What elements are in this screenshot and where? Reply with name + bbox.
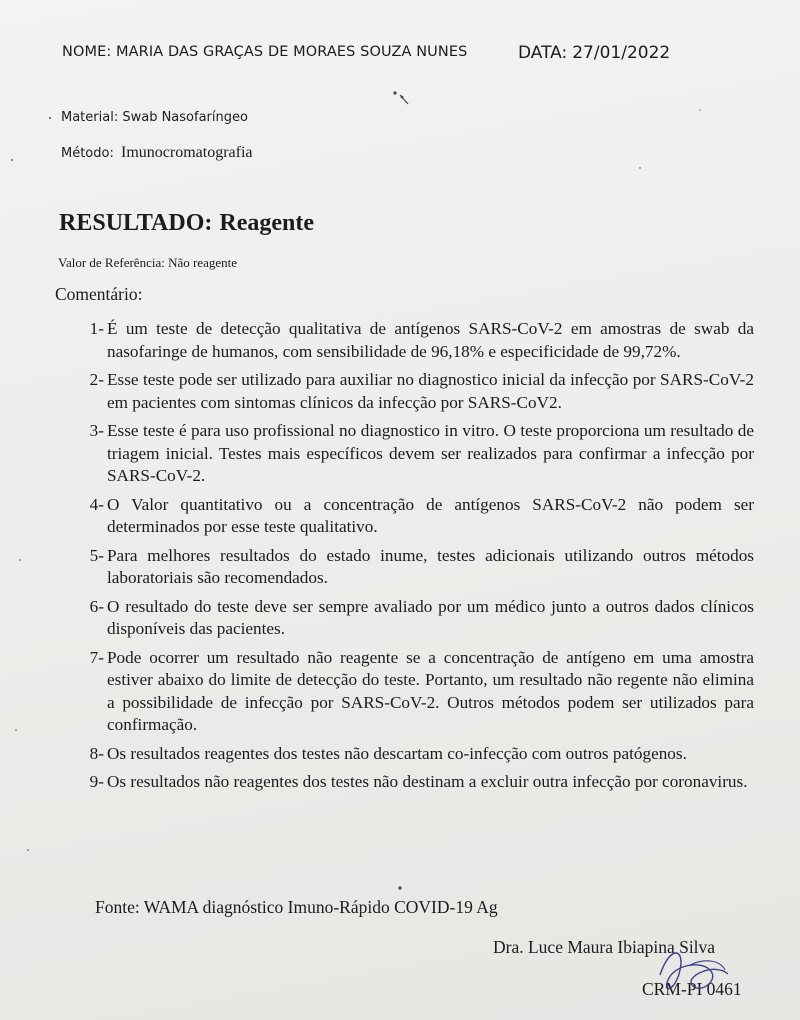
- comment-list: [64, 318, 754, 800]
- list-item: [64, 420, 754, 488]
- result-heading: [59, 210, 314, 237]
- item-number: 5-: [89, 545, 104, 565]
- item-text: Esse teste é para uso profissional no diagnostico in vitro. O teste proporciona um resultado de triagem inicial. Testes mais específicos devem ser realizados para confirmar a infecção por SARS-CoV-2.: [107, 421, 754, 485]
- material-value: Swab Nasofaríngeo: [122, 110, 248, 125]
- list-item: [64, 369, 754, 414]
- reference-value: Não reagente: [168, 255, 238, 270]
- item-text: O Valor quantitativo ou a concentração de antígenos SARS-CoV-2 não podem ser determinados por esse teste qualitativo.: [107, 494, 754, 536]
- date-value: 27/01/2022: [572, 43, 671, 63]
- list-item: [64, 545, 754, 590]
- date-label: DATA:: [518, 43, 568, 63]
- item-text: Para melhores resultados do estado inume, testes adicionais utilizando outros métodos laboratoriais são recomendados.: [107, 545, 754, 587]
- list-item: [64, 743, 754, 766]
- doctor-registration: CRM-PI 0461: [642, 979, 742, 999]
- list-item: [64, 647, 754, 737]
- patient-name: MARIA DAS GRAÇAS DE MORAES SOUZA NUNES: [116, 44, 468, 60]
- result-value: Reagente: [219, 210, 315, 236]
- item-text: Pode ocorrer um resultado não reagente se a concentração de antígeno em uma amostra estiver abaixo do limite de detecção do teste. Portanto, um resultado não regente não elimina a possibilidade de infecção por SARS-CoV-2. Outros métodos podem ser utilizados para confirmação.: [107, 647, 754, 734]
- list-item: [64, 771, 754, 794]
- material-line: [61, 110, 248, 125]
- material-label: Material:: [61, 110, 119, 125]
- item-text: Os resultados reagentes dos testes não descartam co-infecção com outros patógenos.: [107, 743, 687, 763]
- source-note: Fonte: WAMA diagnóstico Imuno-Rápido COVID-19 Ag: [95, 897, 498, 917]
- list-item: [64, 494, 754, 539]
- list-item: [64, 318, 754, 363]
- item-number: 7-: [89, 647, 104, 667]
- name-label: NOME:: [62, 44, 112, 60]
- item-number: 6-: [89, 596, 104, 616]
- item-text: O resultado do teste deve ser sempre avaliado por um médico junto a outros dados clínicos disponíveis das pacientes.: [107, 596, 754, 638]
- list-item: [64, 596, 754, 641]
- comment-heading: Comentário:: [55, 284, 143, 304]
- item-number: 3-: [89, 421, 104, 440]
- method-line: [61, 144, 253, 162]
- patient-name-line: [62, 44, 467, 60]
- item-number: 4-: [89, 494, 104, 514]
- handwritten-signature-icon: [640, 940, 750, 1010]
- method-label: Método:: [61, 146, 114, 161]
- item-text: Os resultados não reagentes dos testes não destinam a excluir outra infecção por coronavirus.: [107, 772, 748, 791]
- item-number: 1-: [89, 319, 104, 338]
- result-label: RESULTADO:: [59, 210, 213, 236]
- reference-value-line: [58, 255, 237, 271]
- reference-label: Valor de Referência:: [58, 255, 165, 270]
- doctor-name: Dra. Luce Maura Ibiapina Silva: [493, 937, 716, 957]
- item-number: 8-: [89, 743, 104, 763]
- item-number: 9-: [89, 772, 104, 791]
- method-value: Imunocromatografia: [121, 144, 253, 161]
- date-line: [518, 43, 670, 63]
- item-text: Esse teste pode ser utilizado para auxiliar no diagnostico inicial da infecção por SARS-CoV-2 em pacientes com sintomas clínicos da infecção por SARS-CoV2.: [107, 370, 754, 412]
- item-number: 2-: [89, 370, 104, 389]
- item-text: É um teste de detecção qualitativa de antígenos SARS-CoV-2 em amostras de swab da nasofaringe de humanos, com sensibilidade de 96,18% e especificidade de 99,72%.: [107, 319, 754, 361]
